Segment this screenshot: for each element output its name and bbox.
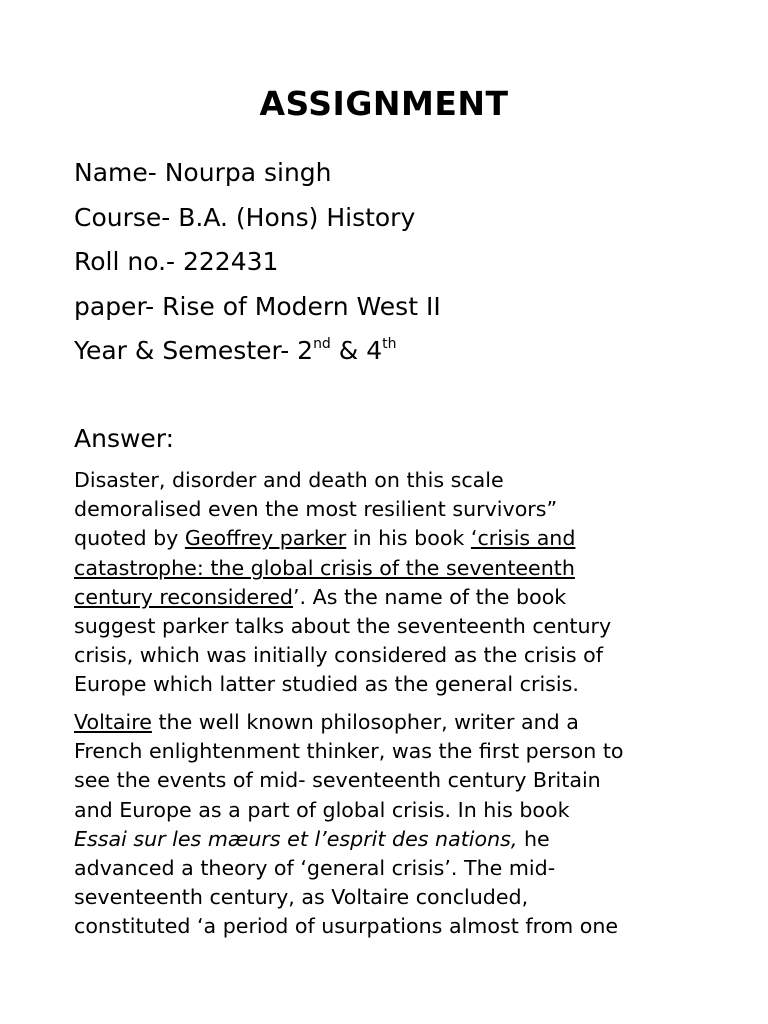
- paragraph-line: demoralised even the most resilient survivors”: [74, 497, 558, 522]
- paragraph-line: [74, 825, 704, 854]
- book-title-reference: catastrophe: the global crisis of the seventeenth: [74, 555, 575, 580]
- paragraph-line: [74, 554, 704, 583]
- document-title: ASSIGNMENT: [259, 84, 509, 123]
- text-run: in his book: [346, 526, 471, 551]
- paragraph-line: advanced a theory of ‘general crisis’. The mid-: [74, 856, 556, 881]
- paragraph-line: Disaster, disorder and death on this scale: [74, 468, 504, 492]
- answer-heading: Answer:: [74, 424, 175, 453]
- year-superscript: nd: [313, 336, 331, 352]
- text-run: the well known philosopher, writer and a: [151, 710, 579, 734]
- answer-paragraph-2: [74, 708, 704, 942]
- answer-paragraph-1: [74, 466, 704, 700]
- year-semester-line: [74, 335, 714, 367]
- text-run: quoted by: [74, 526, 185, 551]
- paragraph-line: suggest parker talks about the seventeenth century: [74, 614, 612, 639]
- paragraph-line: [74, 524, 704, 553]
- year-prefix: Year & Semester- 2: [74, 336, 314, 365]
- student-name: Name- Nourpa singh: [74, 158, 332, 187]
- paragraph-line: see the events of mid- seventeenth century Britain: [74, 768, 601, 793]
- voltaire-reference: Voltaire: [74, 710, 152, 734]
- paragraph-line: seventeenth century, as Voltaire concluded,: [74, 885, 529, 910]
- paragraph-line: crisis, which was initially considered as the crisis of: [74, 643, 603, 668]
- paragraph-line: [74, 583, 704, 612]
- course-line: Course- B.A. (Hons) History: [74, 203, 416, 232]
- text-run: ’. As the name of the book: [292, 584, 567, 609]
- text-run: he: [517, 826, 550, 851]
- paragraph-line: French enlightenment thinker, was the first person to: [74, 739, 624, 764]
- paragraph-line: and Europe as a part of global crisis. In his book: [74, 797, 570, 822]
- author-reference: Geoffrey parker: [184, 526, 347, 551]
- paper-line: paper- Rise of Modern West II: [74, 292, 441, 321]
- paragraph-line: Europe which latter studied as the general crisis.: [74, 672, 579, 697]
- year-mid: & 4: [330, 336, 383, 365]
- book-title-italic: Essai sur les mæurs et l’esprit des nations,: [74, 826, 518, 851]
- book-title-reference: ‘crisis and: [470, 526, 576, 551]
- book-title-reference: century reconsidered: [74, 584, 293, 609]
- paragraph-line: [74, 708, 704, 737]
- roll-number: Roll no.- 222431: [74, 247, 279, 276]
- semester-superscript: th: [382, 336, 397, 352]
- paragraph-line: constituted ‘a period of usurpations almost from one: [74, 914, 619, 939]
